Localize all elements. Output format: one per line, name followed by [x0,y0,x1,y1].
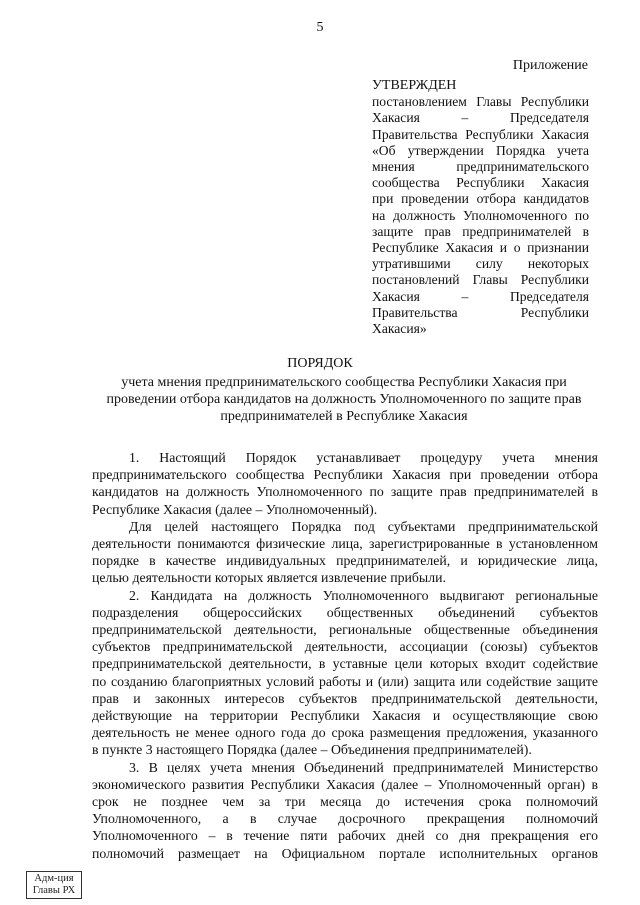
document-body [92,449,598,862]
paragraph-line: подразделения общероссийских общественных объединений субъектов [92,604,598,620]
paragraph-line: срок не позднее чем за три месяца до истечения срока полномочий [92,794,598,810]
paragraph-line: прав и законных интересов субъектов предпринимательской деятельности, [92,690,598,706]
paragraph-line: кандидатов на должность Уполномоченного по защите прав предпринимателей в [92,484,598,500]
paragraph-line: деятельность не менее одного года до срока размещения предложения, указанного [92,725,598,741]
approval-line: на должность Уполномоченного по [372,207,589,223]
approval-line: при проведении отбора кандидатов [372,191,589,207]
paragraph-line: полномочий размещает на Официальном портале исполнительных органов [92,845,598,861]
paragraph-line: Для целей настоящего Порядка под субъектами предпринимательской [129,518,598,534]
registry-stamp [26,871,82,899]
stamp-line: Главы РХ [32,885,76,896]
document-subheading [90,374,598,425]
approval-line: защите прав предпринимателей в [372,223,589,239]
paragraph-line: предпринимательского сообщества Республики Хакасия при проведении отбора [92,467,598,483]
paragraph-line: Республике Хакасия (далее – Уполномоченный). [92,501,378,517]
paragraph-line: 2. Кандидата на должность Уполномоченного выдвигают региональные [129,587,598,603]
approval-line: Республике Хакасия и о признании [372,240,589,256]
paragraph-2 [92,518,598,587]
paragraph-line: целью деятельности которых является извлечение прибыли. [92,570,446,586]
approval-block [372,78,589,337]
paragraph-line: субъектов предпринимательской деятельности, ассоциации (союзы) субъектов [92,639,598,655]
approval-line: утратившими силу некоторых [372,256,589,272]
paragraph-line: порядке в качестве индивидуальных предпринимателей, и юридические лица, [92,553,598,569]
subheading-line: учета мнения предпринимательского сообщества Республики Хакасия при [121,375,567,390]
paragraph-line: по созданию благоприятных условий работы и (или) защита или содействие защите [92,673,598,689]
approval-line: постановлением Главы Республики [372,94,589,110]
paragraph-4 [92,759,598,862]
appendix-label: Приложение [512,58,588,73]
approval-line: Хакасия» [372,321,427,337]
approval-line: Правительства Республики Хакасия [372,126,589,142]
paragraph-line: Уполномоченного, а в случае досрочного прекращения полномочий [92,811,598,827]
document-heading: ПОРЯДОК [287,356,353,371]
approval-line: постановлений Главы Республики [372,272,589,288]
paragraph-line: действующие на территории Республики Хакасия и осуществляющие свою [92,708,598,724]
approval-line: Хакасия – Председателя [372,288,589,304]
paragraph-3 [92,587,598,759]
approved-word: УТВЕРЖДЕН [372,78,457,93]
paragraph-line: предпринимательской деятельности, региональные общественные объединения [92,622,598,638]
subheading-line: проведении отбора кандидатов на должность Уполномоченного по защите прав [106,392,582,407]
paragraph-line: Уполномоченного – в течение пяти рабочих дней со дня прекращения его [92,828,598,844]
paragraph-line: 3. В целях учета мнения Объединений предпринимателей Министерство [129,759,598,775]
subheading-line: предпринимателей в Республике Хакасия [220,409,468,424]
stamp-line: Адм-ция [34,873,74,884]
paragraph-line: предпринимательской деятельности, в уставные цели которых входит содействие [92,656,598,672]
approval-line: Правительства Республики [372,304,589,320]
approval-line: сообщества Республики Хакасия [372,175,589,191]
paragraph-line: экономического развития Республики Хакасия (далее – Уполномоченный орган) в [92,776,598,792]
paragraph-1 [92,449,598,518]
paragraph-line: в пункте 3 настоящего Порядка (далее – Объединения предпринимателей). [92,742,532,758]
approval-line: Хакасия – Председателя [372,110,589,126]
approval-line: мнения предпринимательского [372,159,589,175]
page-number: 5 [316,20,324,35]
approval-line: «Об утверждении Порядка учета [372,142,589,158]
paragraph-line: деятельности понимаются физические лица, зарегистрированные в установленном [92,536,598,552]
paragraph-line: 1. Настоящий Порядок устанавливает процедуру учета мнения [129,450,598,465]
